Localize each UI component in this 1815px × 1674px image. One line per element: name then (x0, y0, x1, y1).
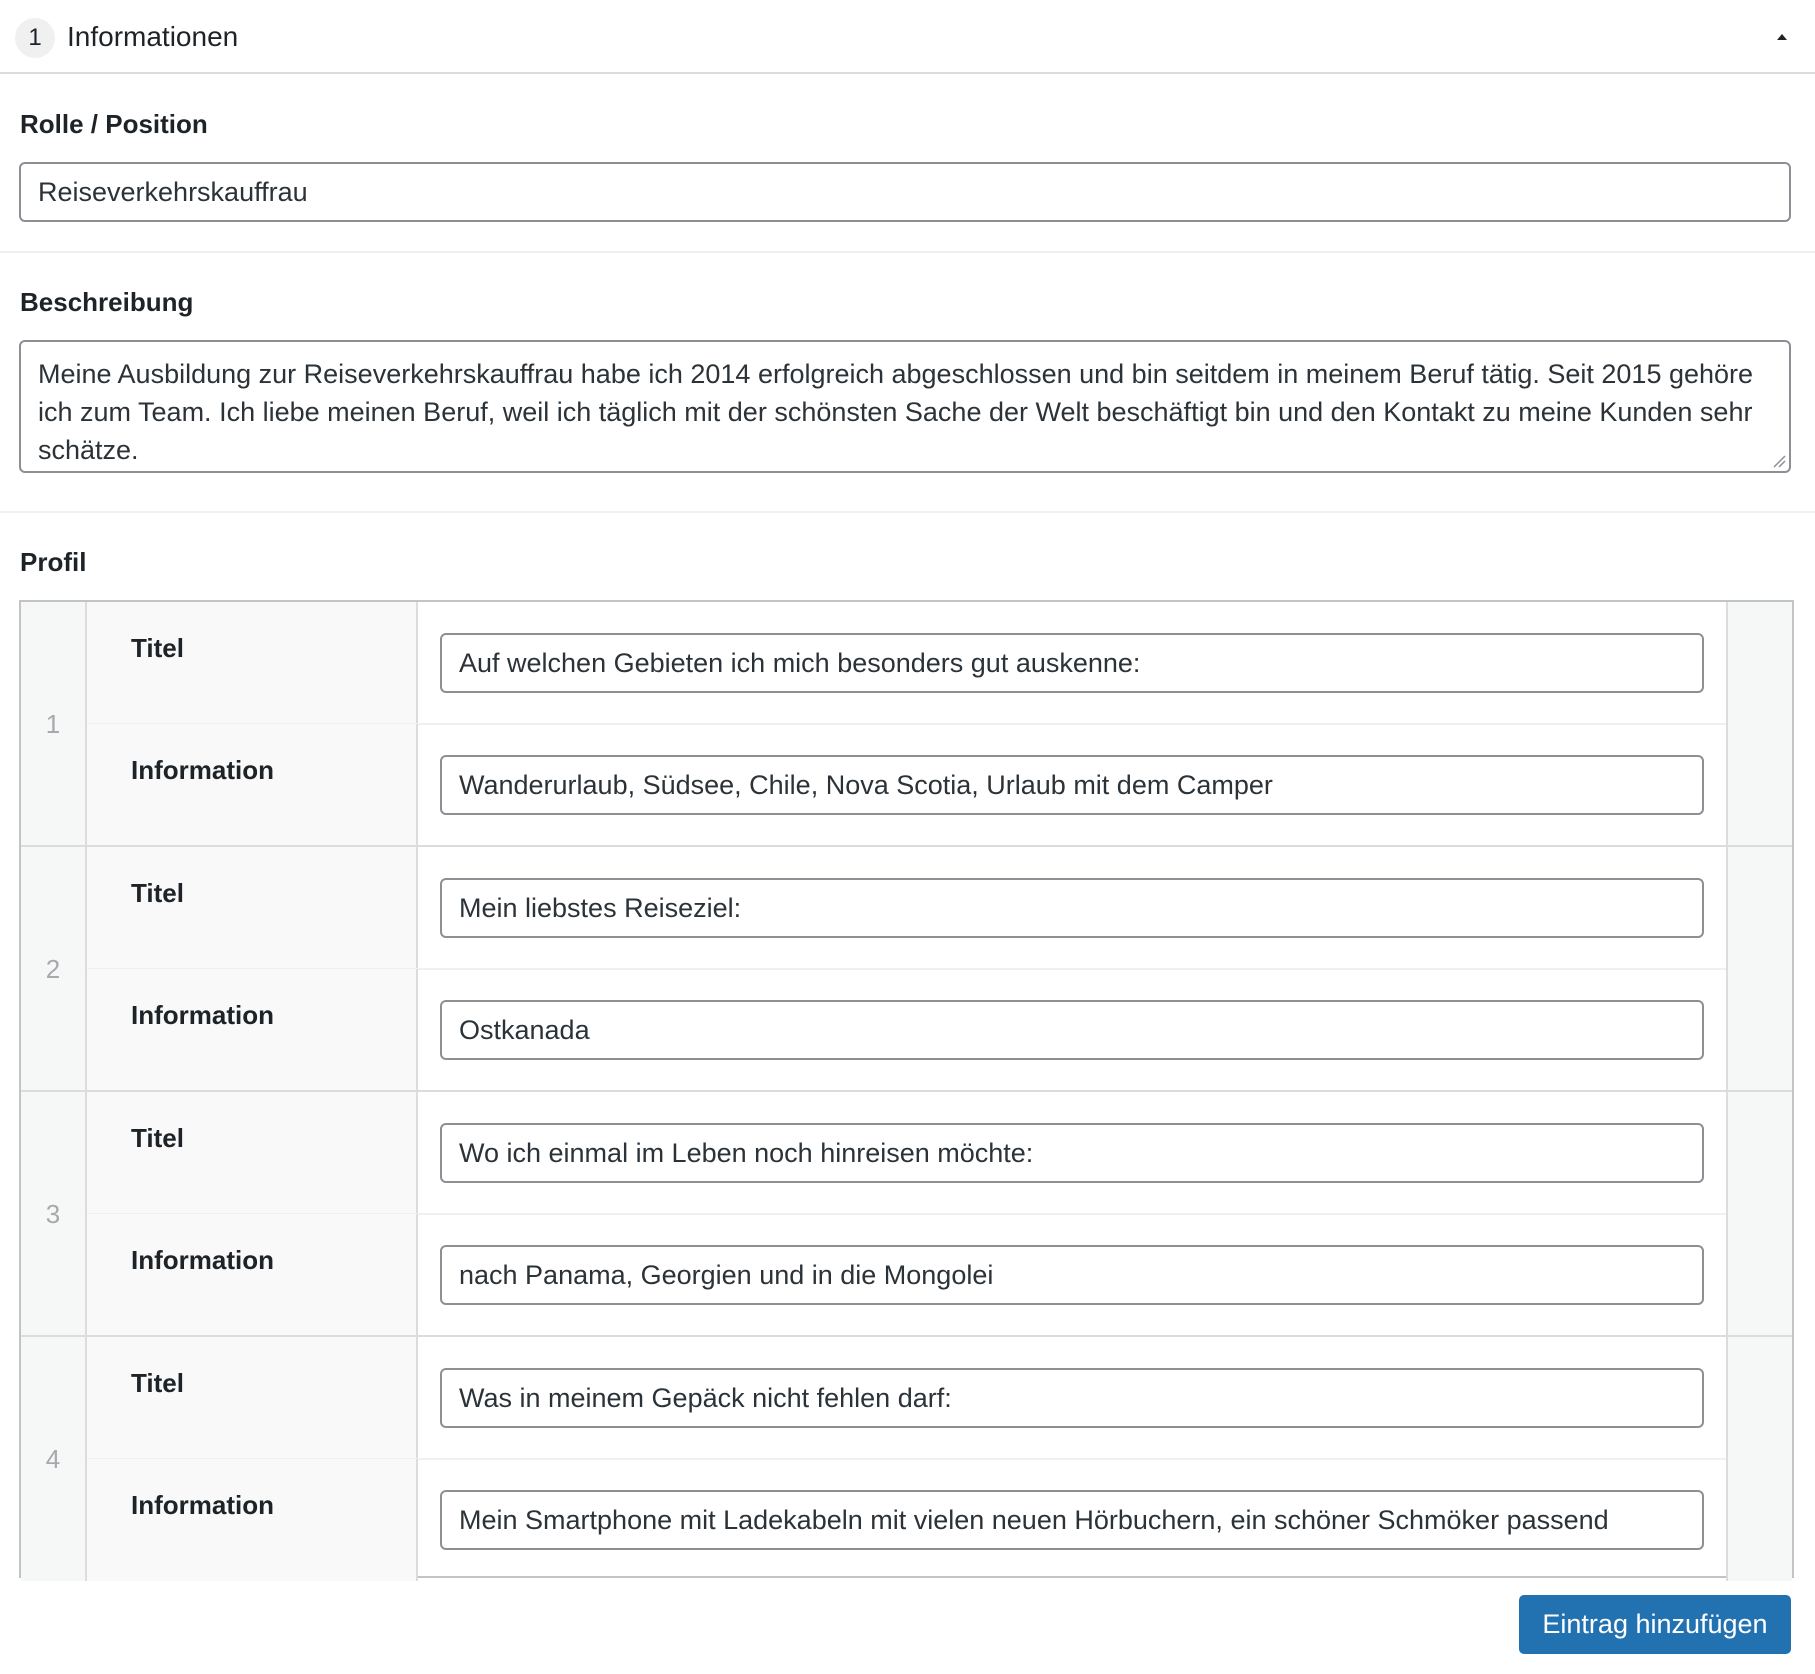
title-input[interactable] (440, 1368, 1704, 1428)
title-label: Titel (131, 1123, 184, 1153)
divider (0, 251, 1815, 253)
repeater-row (21, 847, 1792, 1091)
info-input-cell (418, 969, 1726, 1091)
description-textarea[interactable] (19, 340, 1791, 473)
row-actions-column[interactable] (1726, 1092, 1792, 1336)
info-input-cell (418, 1459, 1726, 1581)
description-text: Meine Ausbildung zur Reiseverkehrskauffrau habe ich 2014 erfolgreich abgeschlossen und bin seitdem in meinem Beruf tätig. Seit 2015 gehöre ich zum Team. Ich liebe meinen Beruf, weil ich täglich mit der schönsten Sache der Welt beschäftigt bin und den Kontakt zu meine Kunden sehr schätze. (38, 359, 1754, 465)
caret-up-icon (1767, 22, 1797, 52)
info-label: Information (131, 1490, 274, 1520)
title-input[interactable] (440, 1123, 1704, 1183)
title-input-cell (418, 1092, 1726, 1214)
resize-handle-icon[interactable] (1770, 452, 1786, 468)
section-header (0, 0, 1815, 74)
role-label: Rolle / Position (20, 109, 208, 139)
title-subfield (87, 1337, 1726, 1459)
profile-repeater-table (19, 600, 1794, 1578)
info-subfield (87, 724, 1726, 846)
info-label-cell (87, 1214, 418, 1336)
section-title: Informationen (67, 21, 239, 52)
info-input-cell (418, 1214, 1726, 1336)
info-label-cell (87, 724, 418, 846)
repeater-row (21, 1092, 1792, 1336)
info-label-cell (87, 969, 418, 1091)
info-input[interactable] (440, 1000, 1704, 1060)
title-label: Titel (131, 878, 184, 908)
info-input[interactable] (440, 1490, 1704, 1550)
title-label: Titel (131, 633, 184, 663)
title-input[interactable] (440, 878, 1704, 938)
title-subfield (87, 1092, 1726, 1214)
row-index: 3 (45, 1198, 61, 1229)
title-label-cell (87, 602, 418, 724)
row-drag-handle[interactable] (21, 1092, 87, 1336)
row-index: 2 (45, 953, 61, 984)
title-subfield (87, 847, 1726, 969)
repeater-row (21, 1337, 1792, 1581)
row-actions-column[interactable] (1726, 847, 1792, 1091)
add-entry-button[interactable]: Eintrag hinzufügen (1519, 1595, 1791, 1654)
title-input-cell (418, 602, 1726, 724)
profile-label: Profil (20, 547, 87, 577)
info-subfield (87, 1459, 1726, 1581)
row-actions-column[interactable] (1726, 1337, 1792, 1581)
repeater-row (21, 602, 1792, 846)
info-input[interactable] (440, 755, 1704, 815)
role-input[interactable] (19, 162, 1791, 222)
row-index: 1 (45, 708, 61, 739)
row-drag-handle[interactable] (21, 847, 87, 1091)
title-subfield (87, 602, 1726, 724)
title-label-cell (87, 1337, 418, 1459)
title-label: Titel (131, 1368, 184, 1398)
step-number-badge: 1 (15, 18, 55, 58)
title-input[interactable] (440, 633, 1704, 693)
info-label: Information (131, 1245, 274, 1275)
title-input-cell (418, 1337, 1726, 1459)
info-label: Information (131, 1000, 274, 1030)
info-subfield (87, 1214, 1726, 1336)
info-input-cell (418, 724, 1726, 846)
description-label: Beschreibung (20, 287, 194, 317)
divider (0, 511, 1815, 513)
info-label: Information (131, 755, 274, 785)
title-label-cell (87, 1092, 418, 1214)
row-drag-handle[interactable] (21, 1337, 87, 1581)
row-index: 4 (45, 1443, 61, 1474)
collapse-button[interactable] (1767, 22, 1797, 52)
row-drag-handle[interactable] (21, 602, 87, 846)
info-input[interactable] (440, 1245, 1704, 1305)
title-input-cell (418, 847, 1726, 969)
info-label-cell (87, 1459, 418, 1581)
info-subfield (87, 969, 1726, 1091)
title-label-cell (87, 847, 418, 969)
row-actions-column[interactable] (1726, 602, 1792, 846)
